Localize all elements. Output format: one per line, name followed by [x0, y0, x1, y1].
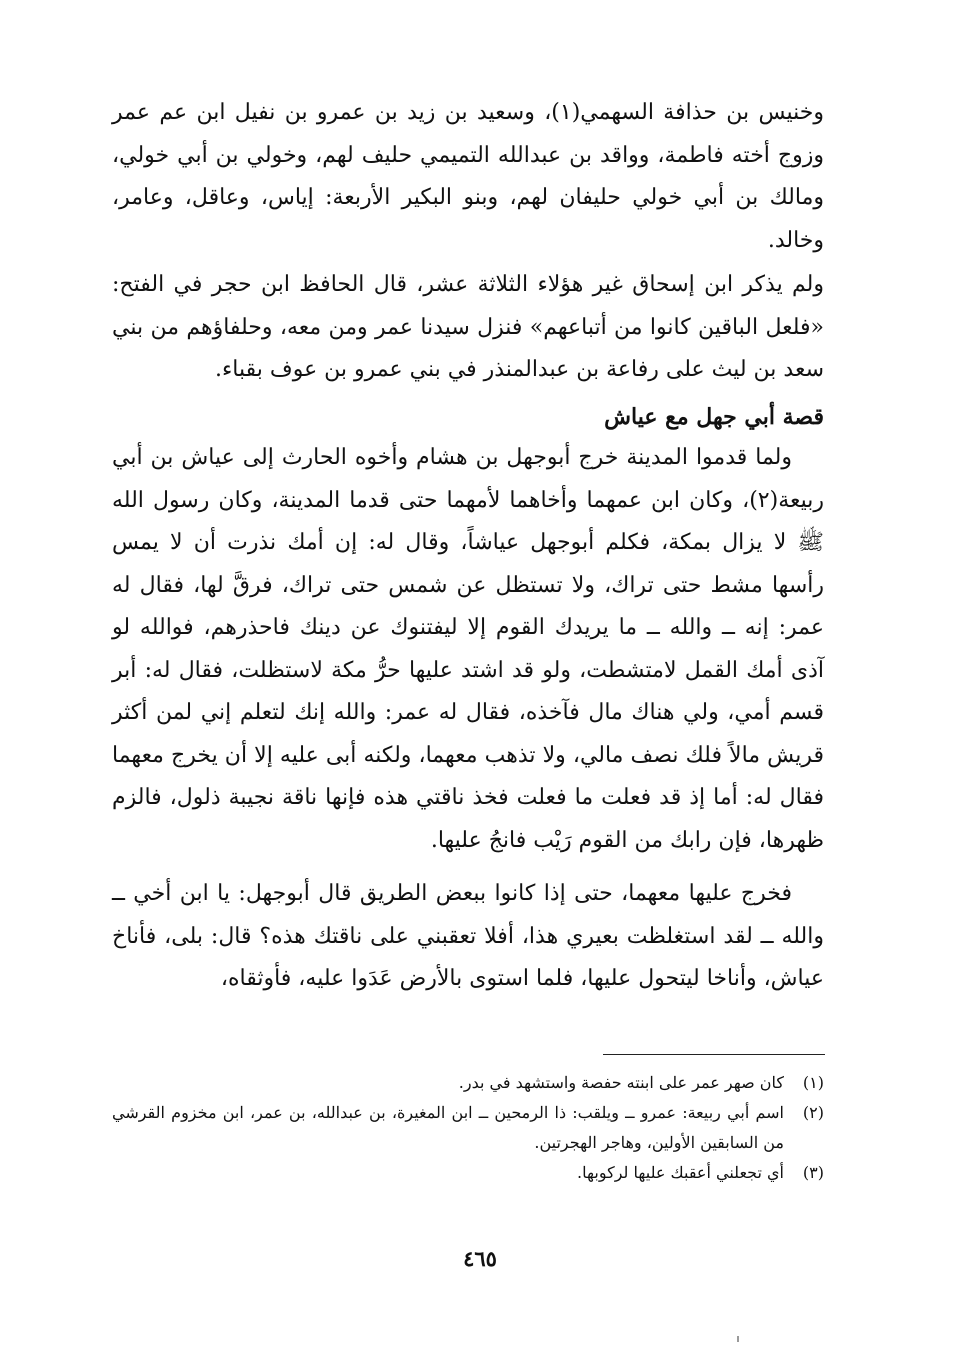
footnote-text: كان صهر عمر على ابنته حفصة واستشهد في بدر. [458, 1073, 784, 1092]
footnotes [112, 1068, 824, 1188]
scan-mark [737, 1336, 739, 1342]
page-number: ٤٦٥ [463, 1246, 497, 1271]
footnote-text: أي تجعلني أعقبك عليها لركوبها. [577, 1163, 784, 1182]
paragraph-1: وخنيس بن حذافة السهمي(١)، وسعيد بن زيد بن عمرو بن نفيل ابن عم عمر وزوج أخته فاطمة، وواقد بن عبدالله التميمي حليف لهم، وخولي بن أبي خولي، ومالك بن أبي خولي حليفان لهم، وبنو البكير الأربعة: إياس، وعاقل، وعامر، وخالد. [112, 100, 824, 253]
footnote-marker: (٣) [802, 1163, 824, 1182]
footnote-marker: (٢) [802, 1103, 824, 1122]
footnote-marker: (١) [802, 1073, 824, 1092]
paragraph-2: ولم يذكر ابن إسحاق غير هؤلاء الثلاثة عشر، قال الحافظ ابن حجر في الفتح: «فلعل الباقين كانوا من أتباعهم» فنزل سيدنا عمر ومن معه، وحلفاؤهم من بني سعد بن ليث على رفاعة بن عبدالمنذر في بني عمرو بن عوف بقباء. [112, 272, 824, 382]
paragraph-3: ولما قدموا المدينة خرج أبوجهل بن هشام وأخوه الحارث إلى عياش بن أبي ربيعة(٢)، وكان ابن عمهما وأخاهما لأمهما حتى قدما المدينة، وكان رسول الله ﷺ لا يزال بمكة، فكلم أبوجهل عياشاً، وقال له: إن أمك نذرت أن لا يمس رأسها مشط حتى تراك، ولا تستظل عن شمس حتى تراك، فرقَّ لها، فقال له عمر: إنه ــ والله ــ ما يريدك القوم إلا ليفتنوك عن دينك فاحذرهم، فوالله لو آذى أمك القمل لامتشطت، ولو قد اشتد عليها حرُّ مكة لاستظلت، فقال له: أبر قسم أمي، ولي هناك مال فآخذه، فقال له عمر: والله إنك لتعلم إني لمن أكثر قريش مالاً فلك نصف مالي، ولا تذهب معهما، ولكنه أبى عليه إلا أن يخرج معهما فقال له: أما إذ قد فعلت ما فعلت فخذ ناقتي هذه فإنها ناقة نجيبة ذلول، فالزم ظهرها، فإن رابك من القوم رَيْب فانجُ عليها. [112, 445, 824, 853]
footnote-text: اسم أبي ربيعة: عمرو ــ ويلقب: ذا الرمحين ــ ابن المغيرة، بن عبدالله، بن عمر، ابن مخزوم القرشي من السابقين الأولين، وهاجر الهجرتين. [112, 1103, 785, 1152]
paragraph-4: فخرج عليها معهما، حتى إذا كانوا ببعض الطريق قال أبوجهل: يا ابن أخي ــ والله ــ لقد استغلظت بعيري هذا، أفلا تعقبني على ناقتك هذه؟ قال: بلى، فأناخ عياش، وأناخا ليتحول عليها، فلما استوى بالأرض عَدَوا عليه، فأوثقاه، [112, 881, 824, 991]
footnote-2 [112, 1098, 824, 1158]
footnote-1 [112, 1068, 824, 1098]
page-body [112, 92, 824, 1003]
footnote-3 [112, 1158, 824, 1188]
footnote-divider [603, 1054, 825, 1055]
section-heading: قصة أبي جهل مع عياش [604, 404, 824, 430]
